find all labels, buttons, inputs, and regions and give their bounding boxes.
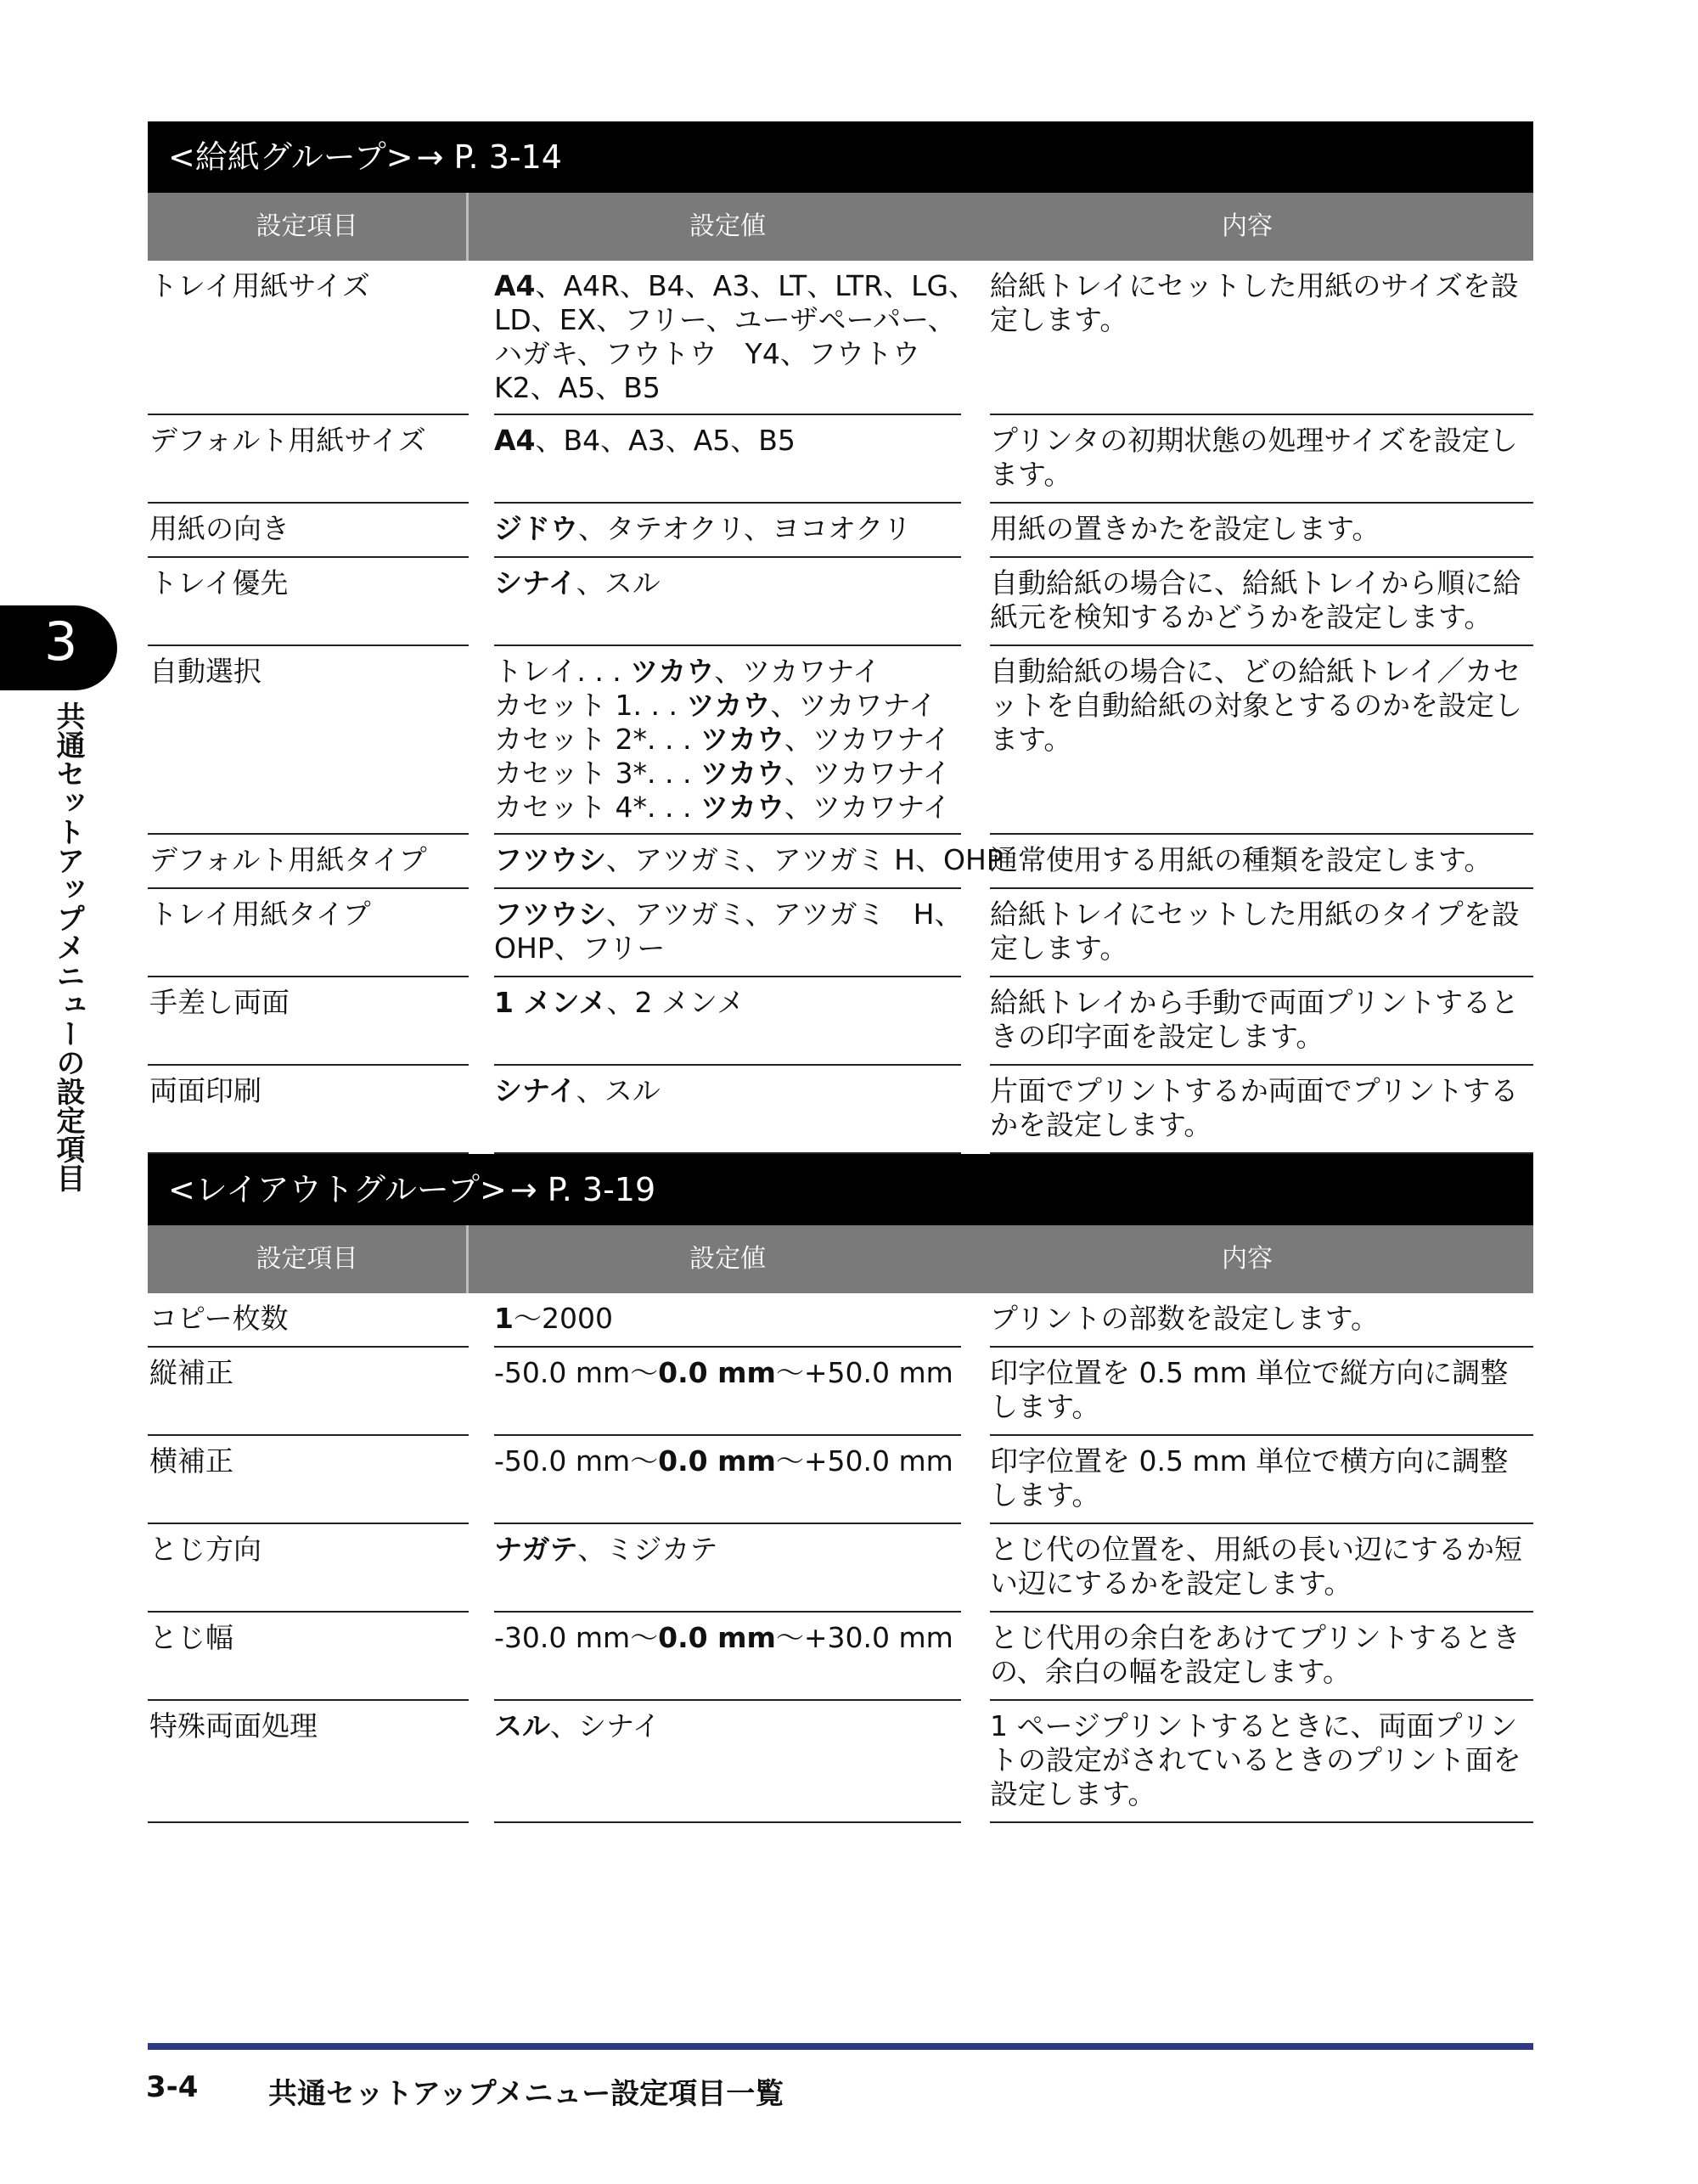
value-line [494,843,1004,877]
value-options: 、ツカワナイ [714,655,880,688]
setting-values [494,835,1004,889]
value-options: 、B4、A3、A5、B5 [535,424,796,457]
group-header [148,121,1533,193]
column-gap [961,1066,990,1154]
column-gap [469,1701,494,1823]
value-options: ～+50.0 mm [775,1444,953,1478]
value-line [494,791,958,825]
column-gap [469,889,494,977]
value-options: 、ツカワナイ [770,689,937,722]
default-value: スル [494,1709,550,1742]
table-row [148,977,1533,1066]
value-line [494,337,958,371]
value-prefix: トレイ. . . [494,655,631,688]
column-gap [961,1701,990,1823]
setting-values [494,1066,961,1154]
column-gap [469,1436,494,1524]
table-row [148,1348,1533,1436]
default-value: ツカウ [686,689,771,722]
column-gap [469,1293,494,1348]
setting-description: 給紙トレイから手動で両面プリントするときの印字面を設定します。 [990,977,1533,1066]
column-gap [469,558,494,646]
default-value: A4 [494,269,536,302]
value-line [494,566,958,600]
value-options: 、ミジカテ [577,1533,718,1566]
value-line [494,1074,958,1108]
setting-item: 自動選択 [148,646,469,835]
footer-page-number: 3-4 [146,2070,199,2104]
value-options: 、タテオクリ、ヨコオクリ [578,512,912,545]
setting-values [494,1701,961,1823]
default-value: 1 メンメ [494,986,607,1019]
table-row [148,558,1533,646]
value-options: 、ツカワナイ [784,723,951,756]
setting-description: 通常使用する用紙の種類を設定します。 [990,835,1533,889]
value-prefix: カセット 1. . . [494,689,687,722]
table-row [148,1701,1533,1823]
default-value: フツウシ [494,843,606,876]
value-prefix: カセット 2*. . . [494,723,700,756]
column-header-gap [469,193,494,261]
group-header [148,1154,1533,1225]
setting-values [494,889,961,977]
setting-item: 両面印刷 [148,1066,469,1154]
setting-values [494,1524,961,1613]
table-row [148,835,1533,889]
setting-values [494,1613,961,1701]
default-value: ツカウ [700,757,784,790]
setting-item: トレイ優先 [148,558,469,646]
value-line [494,512,958,546]
column-gap [469,504,494,558]
setting-description: とじ代用の余白をあけてプリントするときの、余白の幅を設定します。 [990,1613,1533,1701]
footer-title: 共通セットアップメニュー設定項目一覧 [268,2077,784,2111]
value-options: ～+30.0 mm [775,1621,953,1654]
value-options: 、アツガミ、アツガミ H、 [606,898,963,931]
column-gap [469,835,494,889]
settings-tables [148,121,1533,1823]
column-gap [961,977,990,1066]
group-page-ref: → P. 3-14 [416,138,562,176]
column-gap [961,1293,990,1348]
setting-values [494,504,961,558]
default-value: ナガテ [494,1533,578,1566]
setting-item: トレイ用紙タイプ [148,889,469,977]
value-options: LD、EX、フリー、ユーザペーパー、 [494,303,956,336]
group-title: <レイアウトグループ> [168,1171,507,1208]
default-value: 0.0 mm [658,1356,776,1389]
value-prefix: カセット 3*. . . [494,757,700,790]
value-options: 、スル [576,1074,661,1107]
column-header-row [148,1225,1533,1293]
value-options: 、ツカワナイ [784,791,951,824]
setting-description: 片面でプリントするか両面でプリントするかを設定します。 [990,1066,1533,1154]
column-gap [961,415,990,504]
value-line [494,932,958,965]
column-gap [961,1524,990,1613]
table-row [148,504,1533,558]
value-line [494,757,958,791]
value-line [494,1709,958,1743]
table-row [148,646,1533,835]
setting-item: デフォルト用紙タイプ [148,835,469,889]
column-header-content: 内容 [1222,1244,1273,1274]
default-value: シナイ [494,1074,576,1107]
setting-description: 印字位置を 0.5 mm 単位で横方向に調整します。 [990,1436,1533,1524]
default-value: ツカウ [700,723,784,756]
value-options: 、スル [576,566,661,599]
table-row [148,1613,1533,1701]
value-prefix: -50.0 mm～ [494,1444,659,1478]
group-title: <給紙グループ> [168,138,413,176]
setting-item: とじ幅 [148,1613,469,1701]
setting-description: 自動給紙の場合に、給紙トレイから順に給紙元を検知するかどうかを設定します。 [990,558,1533,646]
setting-description: プリントの部数を設定します。 [990,1293,1533,1348]
chapter-tab [0,605,117,690]
column-gap [469,1613,494,1701]
column-gap [469,261,494,415]
column-header-gap [469,1225,494,1293]
default-value: フツウシ [494,898,606,931]
setting-item: 用紙の向き [148,504,469,558]
column-header-value: 設定値 [689,1244,766,1274]
table-row [148,1524,1533,1613]
setting-description: 給紙トレイにセットした用紙のタイプを設定します。 [990,889,1533,977]
setting-values [494,1436,961,1524]
group-page-ref: → P. 3-19 [509,1171,656,1208]
column-gap [961,261,990,415]
setting-description: 給紙トレイにセットした用紙のサイズを設定します。 [990,261,1533,415]
chapter-number: 3 [44,611,78,673]
setting-item: トレイ用紙サイズ [148,261,469,415]
default-value: ツカウ [630,655,715,688]
value-line [494,269,977,303]
value-options: 、アツガミ、アツガミ H、OHP [606,843,1004,876]
value-options: ～2000 [513,1302,613,1335]
setting-values [494,558,961,646]
value-line [494,986,958,1020]
column-gap [961,835,990,889]
value-line [494,303,958,337]
table-row [148,415,1533,504]
column-header-content: 内容 [1222,211,1273,241]
table-row [148,261,1533,415]
column-gap [961,1613,990,1701]
default-value: 1 [494,1302,514,1335]
value-options: OHP、フリー [494,932,666,965]
value-options: ハガキ、フウトウ Y4、フウトウ [494,337,920,370]
column-gap [469,1348,494,1436]
value-options: K2、A5、B5 [494,371,661,404]
footer-rule [148,2043,1533,2050]
default-value: 0.0 mm [658,1621,776,1654]
setting-values [494,1348,961,1436]
column-gap [961,889,990,977]
setting-item: 縦補正 [148,1348,469,1436]
column-gap [469,646,494,835]
column-header-row [148,193,1533,261]
column-header-value: 設定値 [689,211,766,241]
value-options: 、A4R、B4、A3、LT、LTR、LG、 [535,269,977,302]
setting-item: 横補正 [148,1436,469,1524]
table-row [148,1436,1533,1524]
value-options: 、2 メンメ [606,986,745,1019]
value-line [494,1302,958,1336]
value-line [494,1621,958,1655]
setting-values [494,977,961,1066]
setting-values [494,646,961,835]
setting-values [494,1293,961,1348]
value-line [494,689,958,723]
value-line [494,723,958,757]
column-gap [469,1524,494,1613]
value-line [494,898,963,932]
default-value: シナイ [494,566,576,599]
default-value: ジドウ [494,512,578,545]
default-value: 0.0 mm [658,1444,776,1478]
setting-description: 用紙の置きかたを設定します。 [990,504,1533,558]
setting-description: 自動給紙の場合に、どの給紙トレイ／カセットを自動給紙の対象とするのかを設定します。 [990,646,1533,835]
setting-values [494,415,961,504]
setting-description: 印字位置を 0.5 mm 単位で縦方向に調整します。 [990,1348,1533,1436]
value-options: ～+50.0 mm [775,1356,953,1389]
column-gap [469,415,494,504]
value-options: 、シナイ [550,1709,661,1742]
table-row [148,1066,1533,1154]
value-options: 、ツカワナイ [784,757,951,790]
setting-item: コピー枚数 [148,1293,469,1348]
setting-description: プリンタの初期状態の処理サイズを設定します。 [990,415,1533,504]
column-gap [961,646,990,835]
value-line [494,1356,958,1390]
value-line [494,424,958,458]
value-prefix: カセット 4*. . . [494,791,700,824]
value-line [494,1444,958,1478]
value-line [494,371,958,405]
setting-description: とじ代の位置を、用紙の長い辺にするか短い辺にするかを設定します。 [990,1524,1533,1613]
column-header-item: 設定項目 [148,193,469,261]
table-row [148,889,1533,977]
value-prefix: -50.0 mm～ [494,1356,659,1389]
setting-item: 特殊両面処理 [148,1701,469,1823]
chapter-side-title: 共通セットアップメニューの設定項目 [51,701,85,1192]
column-gap [961,558,990,646]
setting-description: 1 ページプリントするときに、両面プリントの設定がされているときのプリント面を設定します。 [990,1701,1533,1823]
table-row [148,1293,1533,1348]
column-gap [961,1348,990,1436]
default-value: ツカウ [700,791,784,824]
column-gap [469,977,494,1066]
column-gap [961,1436,990,1524]
column-gap [961,504,990,558]
setting-values [494,261,977,415]
default-value: A4 [494,424,536,457]
setting-item: とじ方向 [148,1524,469,1613]
value-prefix: -30.0 mm～ [494,1621,659,1654]
value-line [494,655,958,689]
column-header-item: 設定項目 [148,1225,469,1293]
setting-item: デフォルト用紙サイズ [148,415,469,504]
setting-item: 手差し両面 [148,977,469,1066]
column-gap [469,1066,494,1154]
value-line [494,1533,958,1567]
